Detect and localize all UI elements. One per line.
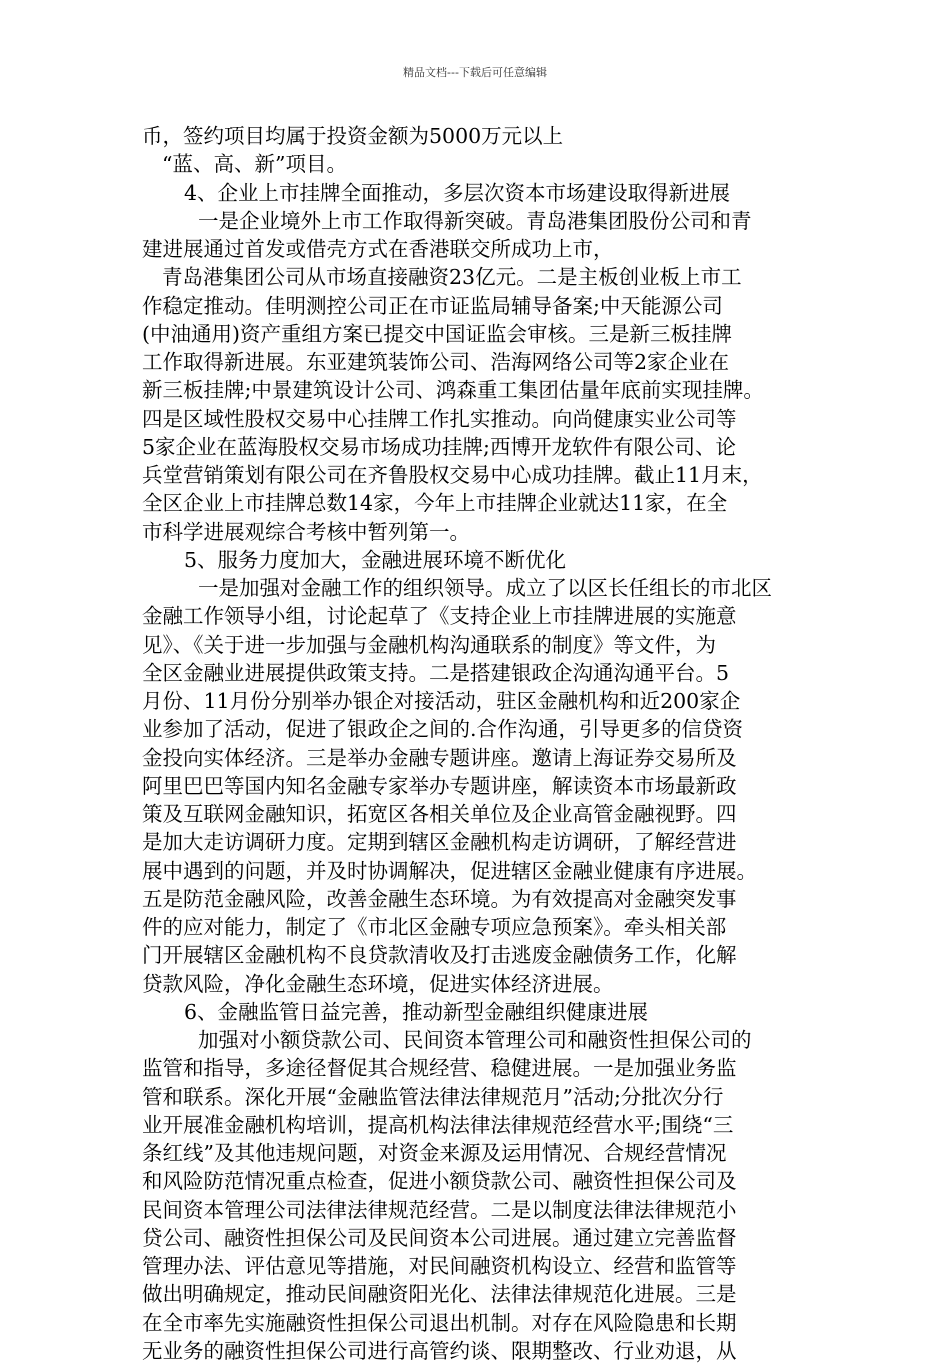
page-header-watermark: 精品文档---下载后可任意编辑: [403, 66, 547, 79]
text-line: 作稳定推动。佳明测控公司正在市证监局辅导备案;中天能源公司: [142, 293, 723, 318]
text-line: “蓝、高、新”项目。: [162, 152, 347, 177]
text-line: 条红线”及其他违规问题，对资金来源及运用情况、合规经营情况: [142, 1141, 727, 1165]
text-line: 民间资本管理公司法律法律规范经营。二是以制度法律法律规范小: [142, 1197, 737, 1222]
text-line: 金融工作领导小组，讨论起草了《支持企业上市挂牌进展的实施意: [142, 604, 737, 629]
text-line: 金投向实体经济。三是举办金融专题讲座。邀请上海证券交易所及: [142, 745, 737, 770]
text-line: 做出明确规定，推动民间融资阳光化、法律法律规范化进展。三是: [142, 1282, 737, 1307]
text-line: 管和联系。深化开展“金融监管法律法律规范月”活动;分批次分行: [142, 1084, 724, 1109]
text-line: 展中遇到的问题，并及时协调解决，促进辖区金融业健康有序进展。: [142, 858, 757, 883]
text-line: 5家企业在蓝海股权交易市场成功挂牌;西博开龙软件有限公司、论: [142, 434, 736, 459]
text-line: 月份、11月份分别举办银企对接活动，驻区金融机构和近200家企: [142, 689, 741, 713]
text-line: 兵堂营销策划有限公司在齐鲁股权交易中心成功挂牌。截止11月末，: [142, 463, 763, 487]
text-line: 工作取得新进展。东亚建筑装饰公司、浩海网络公司等2家企业在: [142, 350, 730, 374]
document-body: [142, 122, 812, 1365]
text-line: 管理办法、评估意见等措施，对民间融资机构设立、经营和监管等: [142, 1254, 737, 1278]
text-line: 监管和指导，多途径督促其合规经营、稳健进展。一是加强业务监: [142, 1056, 737, 1081]
text-line: 策及互联网金融知识，拓宽区各相关单位及企业高管金融视野。四: [142, 802, 737, 826]
text-line: 建进展通过首发或借壳方式在香港联交所成功上市，: [142, 237, 614, 261]
text-line: 和风险防范情况重点检查，促进小额贷款公司、融资性担保公司及: [142, 1169, 737, 1194]
text-line: 贷款风险，净化金融生态环境，促进实体经济进展。: [142, 971, 614, 996]
text-line: 门开展辖区金融机构不良贷款清收及打击逃废金融债务工作，化解: [142, 943, 737, 968]
text-line: 4、企业上市挂牌全面推动，多层次资本市场建设取得新进展: [184, 180, 731, 205]
text-line: 一是加强对金融工作的组织领导。成立了以区长任组长的市北区: [198, 576, 772, 600]
text-line: 5、服务力度加大，金融进展环境不断优化: [184, 547, 567, 572]
text-line: 新三板挂牌;中景建筑设计公司、鸿森重工集团估量年底前实现挂牌。: [142, 378, 764, 403]
text-line: 青岛港集团公司从市场直接融资23亿元。二是主板创业板上市工: [162, 265, 742, 290]
text-line: 阿里巴巴等国内知名金融专家举办专题讲座，解读资本市场最新政: [142, 773, 737, 798]
text-line: 无业务的融资性担保公司进行高管约谈、限期整改、行业劝退，从: [142, 1338, 737, 1363]
text-line: 全区企业上市挂牌总数14家，今年上市挂牌企业就达11家，在全: [142, 491, 728, 516]
text-line: 业参加了活动，促进了银政企之间的.合作沟通，引导更多的信贷资: [142, 717, 744, 742]
text-line: 见》、《关于进一步加强与金融机构沟通联系的制度》等文件，为: [142, 632, 716, 657]
text-line: 贷公司、融资性担保公司及民间资本公司进展。通过建立完善监督: [142, 1225, 737, 1250]
text-line: 6、金融监管日益完善，推动新型金融组织健康进展: [184, 999, 649, 1024]
text-line: 件的应对能力，制定了《市北区金融专项应急预案》。牵头相关部: [142, 915, 727, 939]
text-line: 币，签约项目均属于投资金额为5000万元以上: [142, 124, 564, 148]
text-line: 在全市率先实施融资性担保公司退出机制。对存在风险隐患和长期: [142, 1310, 737, 1335]
text-line: 是加大走访调研力度。定期到辖区金融机构走访调研，了解经营进: [142, 830, 737, 855]
text-line: (中油通用)资产重组方案已提交中国证监会审核。三是新三板挂牌: [142, 321, 732, 346]
text-line: 一是企业境外上市工作取得新突破。青岛港集团股份公司和青: [198, 208, 752, 233]
text-line: 五是防范金融风险，改善金融生态环境。为有效提高对金融突发事: [142, 886, 737, 911]
text-line: 四是区域性股权交易中心挂牌工作扎实推动。向尚健康实业公司等: [142, 406, 737, 431]
text-line: 市科学进展观综合考核中暂列第一。: [142, 519, 470, 544]
text-line: 业开展准金融机构培训，提高机构法律法律规范经营水平;围绕“三: [142, 1112, 734, 1137]
text-line: 全区金融业进展提供政策支持。二是搭建银政企沟通沟通平台。5: [142, 660, 730, 685]
text-line: 加强对小额贷款公司、民间资本管理公司和融资性担保公司的: [198, 1028, 752, 1052]
